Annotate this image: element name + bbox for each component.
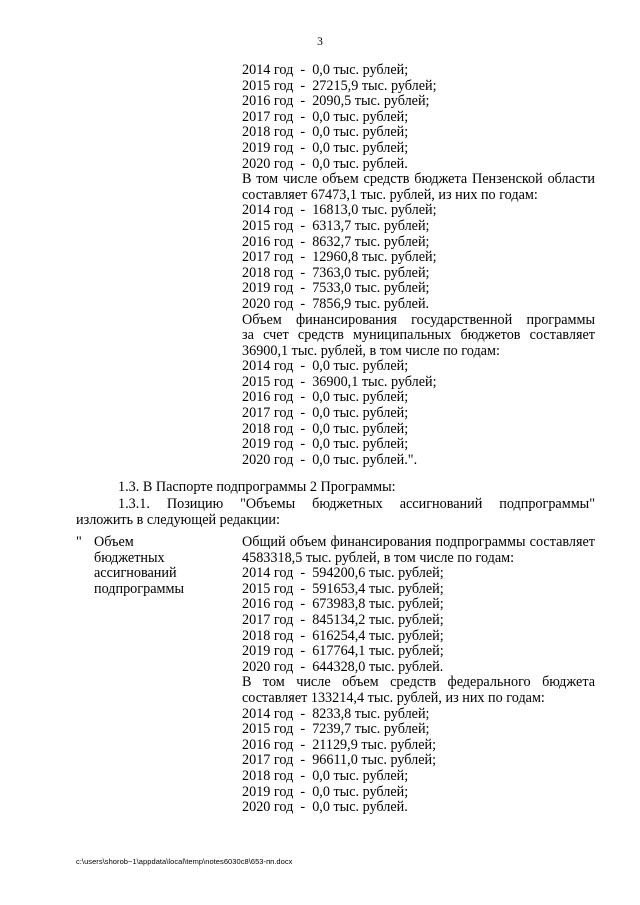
year-line: 2015 год - 36900,1 тыс. рублей;	[242, 373, 437, 390]
total-intro: Общий объем финансирования подпрограммы составляет	[242, 534, 595, 550]
year-line: 2017 год - 0,0 тыс. рублей;	[242, 108, 409, 125]
year-line: 2020 год - 644328,0 тыс. рублей.	[242, 658, 444, 675]
year-line: 2019 год - 0,0 тыс. рублей;	[242, 783, 409, 800]
year-line: 2017 год - 0,0 тыс. рублей;	[242, 405, 409, 422]
year-line: 2016 год - 21129,9 тыс. рублей;	[242, 736, 437, 753]
year-line: 2018 год - 7363,0 тыс. рублей;	[242, 264, 430, 281]
federal-intro: составляет 133214,4 тыс. рублей, из них по годам:	[242, 689, 545, 706]
year-line: 2019 год - 7533,0 тыс. рублей;	[242, 280, 430, 297]
label-line: ассигнований	[94, 565, 177, 582]
position-label	[94, 535, 234, 597]
year-line: 2016 год - 8632,7 тыс. рублей;	[242, 233, 430, 250]
footer-file-path: c:\users\shorob~1\appdata\local\temp\notes6030c8\653-пп.docx	[76, 857, 293, 866]
year-line: 2014 год - 16813,0 тыс. рублей;	[242, 202, 437, 219]
year-line: 2015 год - 591653,4 тыс. рублей;	[242, 580, 444, 597]
municipal-intro: 36900,1 тыс. рублей, в том числе по годам:	[242, 342, 500, 359]
year-line: 2014 год - 8233,8 тыс. рублей;	[242, 705, 430, 722]
label-line: Объем	[94, 534, 134, 550]
year-line: 2020 год - 0,0 тыс. рублей.".	[242, 451, 418, 468]
year-line: 2020 год - 7856,9 тыс. рублей.	[242, 295, 430, 312]
year-line: 2018 год - 0,0 тыс. рублей;	[242, 420, 409, 437]
regional-intro: В том числе объем средств бюджета Пензенской области	[242, 171, 595, 188]
year-line: 2015 год - 6313,7 тыс. рублей;	[242, 217, 430, 234]
regional-intro: составляет 67473,1 тыс. рублей, из них по годам:	[242, 186, 538, 203]
year-line: 2016 год - 2090,5 тыс. рублей;	[242, 93, 430, 110]
top-funding-block	[242, 63, 595, 468]
label-line: бюджетных	[94, 549, 165, 566]
year-line: 2015 год - 7239,7 тыс. рублей;	[242, 721, 430, 738]
year-line: 2020 год - 0,0 тыс. рублей.	[242, 155, 408, 172]
year-line: 2016 год - 673983,8 тыс. рублей;	[242, 596, 444, 613]
year-line: 2014 год - 0,0 тыс. рублей;	[242, 358, 409, 375]
year-line: 2019 год - 0,0 тыс. рублей;	[242, 436, 409, 453]
year-line: 2018 год - 0,0 тыс. рублей;	[242, 767, 409, 784]
year-line: 2015 год - 27215,9 тыс. рублей;	[242, 77, 437, 94]
opening-quote: "	[76, 534, 82, 550]
total-intro: 4583318,5 тыс. рублей, в том числе по годам:	[242, 549, 515, 566]
year-line: 2019 год - 0,0 тыс. рублей;	[242, 139, 409, 156]
federal-intro: В том числе объем средств федерального бюджета	[242, 674, 595, 691]
municipal-intro: за счет средств муниципальных бюджетов составляет	[242, 327, 595, 344]
year-line: 2017 год - 12960,8 тыс. рублей;	[242, 249, 437, 266]
year-line: 2017 год - 96611,0 тыс. рублей;	[242, 752, 437, 769]
year-line: 2017 год - 845134,2 тыс. рублей;	[242, 611, 444, 628]
label-line: подпрограммы	[94, 580, 184, 597]
year-line: 2014 год - 594200,6 тыс. рублей;	[242, 565, 444, 582]
year-line: 2019 год - 617764,1 тыс. рублей;	[242, 643, 444, 660]
municipal-intro: Объем финансирования государственной программы	[242, 311, 595, 328]
year-line: 2018 год - 0,0 тыс. рублей;	[242, 124, 409, 141]
subprogram-funding-block	[242, 535, 595, 816]
year-line: 2020 год - 0,0 тыс. рублей.	[242, 799, 408, 816]
section-heading: 1.3. В Паспорте подпрограммы 2 Программы:	[118, 479, 396, 495]
year-line: 2016 год - 0,0 тыс. рублей;	[242, 389, 409, 406]
item-instruction-continued: изложить в следующей редакции:	[76, 512, 280, 528]
item-instruction: 1.3.1. Позицию "Объемы бюджетных ассигнований подпрограммы"	[118, 496, 595, 512]
page-number: 3	[317, 36, 323, 48]
year-line: 2018 год - 616254,4 тыс. рублей;	[242, 627, 444, 644]
year-line: 2014 год - 0,0 тыс. рублей;	[242, 62, 409, 78]
